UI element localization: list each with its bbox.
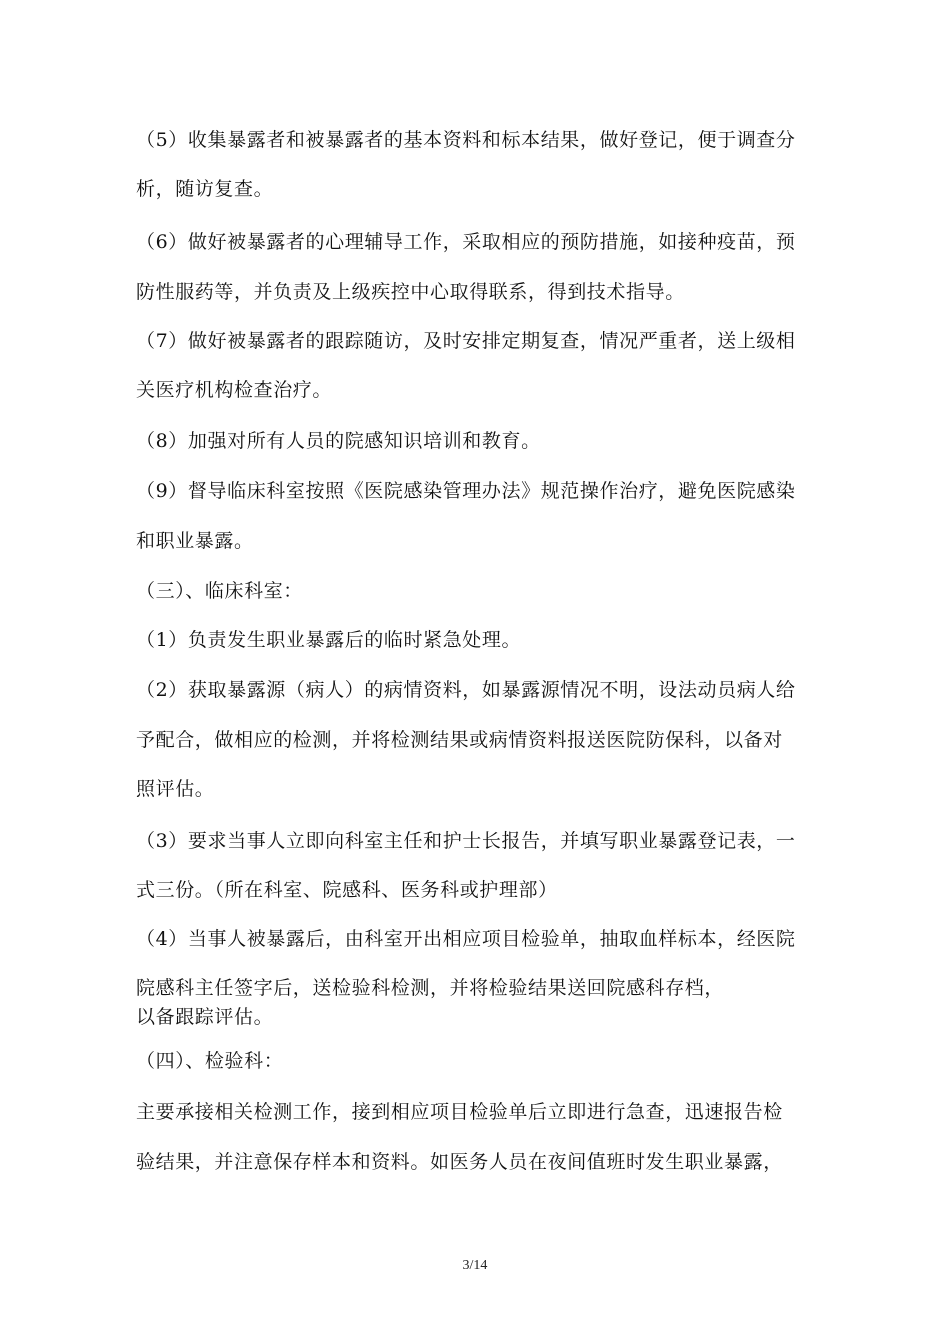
text-line: （3）要求当事人立即向科室主任和护士长报告，并填写职业暴露登记表，一 — [136, 830, 796, 852]
text-line: 主要承接相关检测工作，接到相应项目检验单后立即进行急查，迅速报告检 — [136, 1101, 783, 1123]
section-heading: （三）、临床科室： — [136, 580, 303, 602]
text-line: 关医疗机构检查治疗。 — [136, 379, 333, 401]
text-line: （4）当事人被暴露后，由科室开出相应项目检验单，抽取血样标本，经医院 — [136, 928, 796, 950]
text-line: 以备跟踪评估。 — [136, 1006, 274, 1028]
text-line: 析，随访复查。 — [136, 178, 274, 200]
page-number: 3/14 — [462, 1258, 488, 1273]
text-line: 验结果，并注意保存样本和资料。如医务人员在夜间值班时发生职业暴露， — [136, 1151, 783, 1173]
text-line: 予配合，做相应的检测，并将检测结果或病情资料报送医院防保科，以备对 — [136, 729, 783, 751]
text-line: （9）督导临床科室按照《医院感染管理办法》规范操作治疗，避免医院感染 — [136, 480, 796, 502]
text-line: 院感科主任签字后，送检验科检测，并将检验结果送回院感科存档， — [136, 977, 725, 999]
section-heading: （四）、检验科： — [136, 1050, 284, 1072]
text-line: （2）获取暴露源（病人）的病情资料，如暴露源情况不明，设法动员病人给 — [136, 679, 796, 701]
text-line: 照评估。 — [136, 778, 215, 800]
text-line: （5）收集暴露者和被暴露者的基本资料和标本结果，做好登记，便于调查分 — [136, 129, 796, 151]
text-line: （6）做好被暴露者的心理辅导工作，采取相应的预防措施，如接种疫苗，预 — [136, 231, 796, 253]
text-line: 式三份。（所在科室、院感科、医务科或护理部） — [136, 879, 558, 901]
text-line: （7）做好被暴露者的跟踪随访，及时安排定期复查，情况严重者，送上级相 — [136, 330, 796, 352]
text-line: （1）负责发生职业暴露后的临时紧急处理。 — [136, 629, 522, 651]
text-line: （8）加强对所有人员的院感知识培训和教育。 — [136, 430, 541, 452]
text-line: 和职业暴露。 — [136, 530, 254, 552]
text-line: 防性服药等，并负责及上级疾控中心取得联系，得到技术指导。 — [136, 281, 685, 303]
